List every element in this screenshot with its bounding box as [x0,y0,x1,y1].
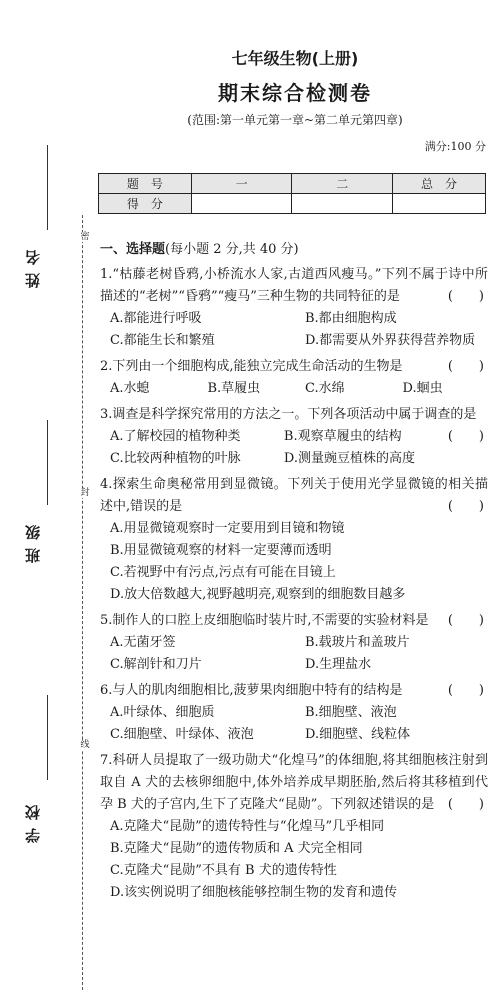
full-mark: 满分:100 分 [424,140,486,153]
option-a[interactable]: A.无菌牙签 [110,635,176,650]
option-group [100,702,490,746]
name-write-line[interactable] [47,145,48,230]
class-write-line[interactable] [47,420,48,505]
exam-title: 期末综合检测卷 [218,81,372,105]
binding-dashed-line [82,215,83,990]
class-label: 班级 [24,517,42,563]
option-a[interactable]: A.克隆犬“昆勋”的遗传特性与“化煌马”几乎相同 [110,819,385,834]
exam-content [100,240,490,904]
option-a[interactable]: A.叶绿体、细胞质 [110,705,215,720]
question-stem [100,356,490,378]
score-cell-part2[interactable] [292,194,393,214]
question-list [100,264,490,904]
score-cell-total[interactable] [393,194,486,214]
option-d[interactable]: D.蛔虫 [402,381,443,396]
option-d[interactable]: D.生理盐水 [305,657,372,672]
question-text: 6.与人的肌肉细胞相比,菠萝果肉细胞中特有的结构是 [100,683,403,698]
school-label: 学校 [24,797,42,843]
option-c[interactable]: C.都能生长和繁殖 [110,333,215,348]
question-text: 1.“枯藤老树昏鸦,小桥流水人家,古道西风瘦马。”下列不属于诗中所描述的“老树”“昏鸦”“瘦马”三种生物的共同特征的是 [100,267,488,304]
question-7 [100,750,490,904]
option-a[interactable]: A.都能进行呼吸 [110,311,202,326]
option-group [100,378,490,400]
option-d[interactable]: D.细胞壁、线粒体 [305,727,411,742]
option-group [100,632,490,676]
question-text: 3.调查是科学探究常用的方法之一。下列各项活动中属于调查的是 [100,407,477,422]
option-c[interactable]: C.比较两种植物的叶脉 [110,451,241,466]
question-text: 2.下列由一个细胞构成,能独立完成生命活动的生物是 [100,359,403,374]
question-4 [100,474,490,606]
binding-mark-mi: 密 [80,232,90,242]
score-table-header-row [99,174,486,194]
option-d[interactable]: D.放大倍数越大,视野越明亮,观察到的细胞数目越多 [110,587,406,602]
question-5 [100,610,490,676]
option-b[interactable]: B.观察草履虫的结构 [283,429,402,444]
question-stem [100,750,490,816]
question-3 [100,404,490,470]
option-d[interactable]: D.都需要从外界获得营养物质 [305,333,476,348]
option-d[interactable]: D.该实例说明了细胞核能够控制生物的发育和遗传 [110,885,398,900]
score-table-score-row [99,194,486,214]
name-label: 姓名 [24,242,42,288]
score-table-header-total: 总 分 [393,174,486,194]
score-row-label: 得 分 [99,194,192,214]
answer-blank[interactable]: ( ) [447,289,484,304]
option-group [100,308,490,352]
score-cell-part1[interactable] [191,194,292,214]
option-c[interactable]: C.解剖针和刀片 [110,657,202,672]
section-heading [100,240,490,260]
score-table-header-part2: 二 [292,174,393,194]
option-c[interactable]: C.若视野中有污点,污点有可能在目镜上 [110,565,336,580]
question-stem [100,610,490,632]
question-1 [100,264,490,352]
question-stem [100,680,490,702]
answer-blank[interactable]: ( ) [447,499,484,514]
score-table [98,173,486,214]
option-a[interactable]: A.了解校园的植物种类 [110,429,241,444]
option-a[interactable]: A.用显微镜观察时一定要用到目镜和物镜 [110,521,345,536]
question-2 [100,356,490,400]
option-group [100,426,448,470]
answer-blank[interactable]: ( ) [447,613,484,628]
option-b[interactable]: B.用显微镜观察的材料一定要薄而透明 [110,543,332,558]
answer-blank[interactable]: ( ) [447,683,484,698]
exam-scope: (范围:第一单元第一章~第二单元第四章) [187,113,403,127]
score-table-header-label: 题 号 [99,174,192,194]
question-text: 4.探索生命奥秘常用到显微镜。下列关于使用光学显微镜的相关描述中,错误的是 [100,477,488,514]
option-d[interactable]: D.测量豌豆植株的高度 [283,451,416,466]
exam-subject-title: 七年级生物(上册) [231,49,359,68]
binding-mark-xian: 线 [80,740,90,750]
score-table-header-part1: 一 [191,174,292,194]
option-b[interactable]: B.细胞壁、液泡 [305,705,397,720]
option-b[interactable]: B.草履虫 [207,381,261,396]
option-group [100,816,490,904]
option-b[interactable]: B.都由细胞构成 [305,311,397,326]
school-write-line[interactable] [47,695,48,780]
question-text: 7.科研人员提取了一级功勋犬“化煌马”的体细胞,将其细胞核注射到取自 A 犬的去核卵细胞中,体外培养成早期胚胎,然后将其移植到代孕 B 犬的子宫内,生下了克隆犬“昆勋”。下列叙述错误的是 [100,753,488,812]
option-c[interactable]: C.水绵 [305,381,345,396]
section-note: (每小题 2 分,共 40 分) [165,242,299,257]
option-group [100,518,490,606]
question-text: 5.制作人的口腔上皮细胞临时装片时,不需要的实验材料是 [100,613,429,628]
option-c[interactable]: C.细胞壁、叶绿体、液泡 [110,727,254,742]
answer-blank[interactable]: ( ) [447,359,484,374]
question-6 [100,680,490,746]
section-title: 一、选择题 [100,242,166,257]
answer-blank[interactable]: ( ) [447,429,484,444]
option-b[interactable]: B.克隆犬“昆勋”的遗传物质和 A 犬完全相同 [110,841,363,856]
question-stem [100,474,490,518]
option-b[interactable]: B.载玻片和盖玻片 [305,635,410,650]
answer-blank[interactable]: ( ) [447,797,484,812]
binding-mark-feng: 封 [80,488,90,498]
question-stem [100,264,490,308]
option-c[interactable]: C.克隆犬“昆勋”不具有 B 犬的遗传特性 [110,863,337,878]
option-a[interactable]: A.水螅 [110,381,150,396]
